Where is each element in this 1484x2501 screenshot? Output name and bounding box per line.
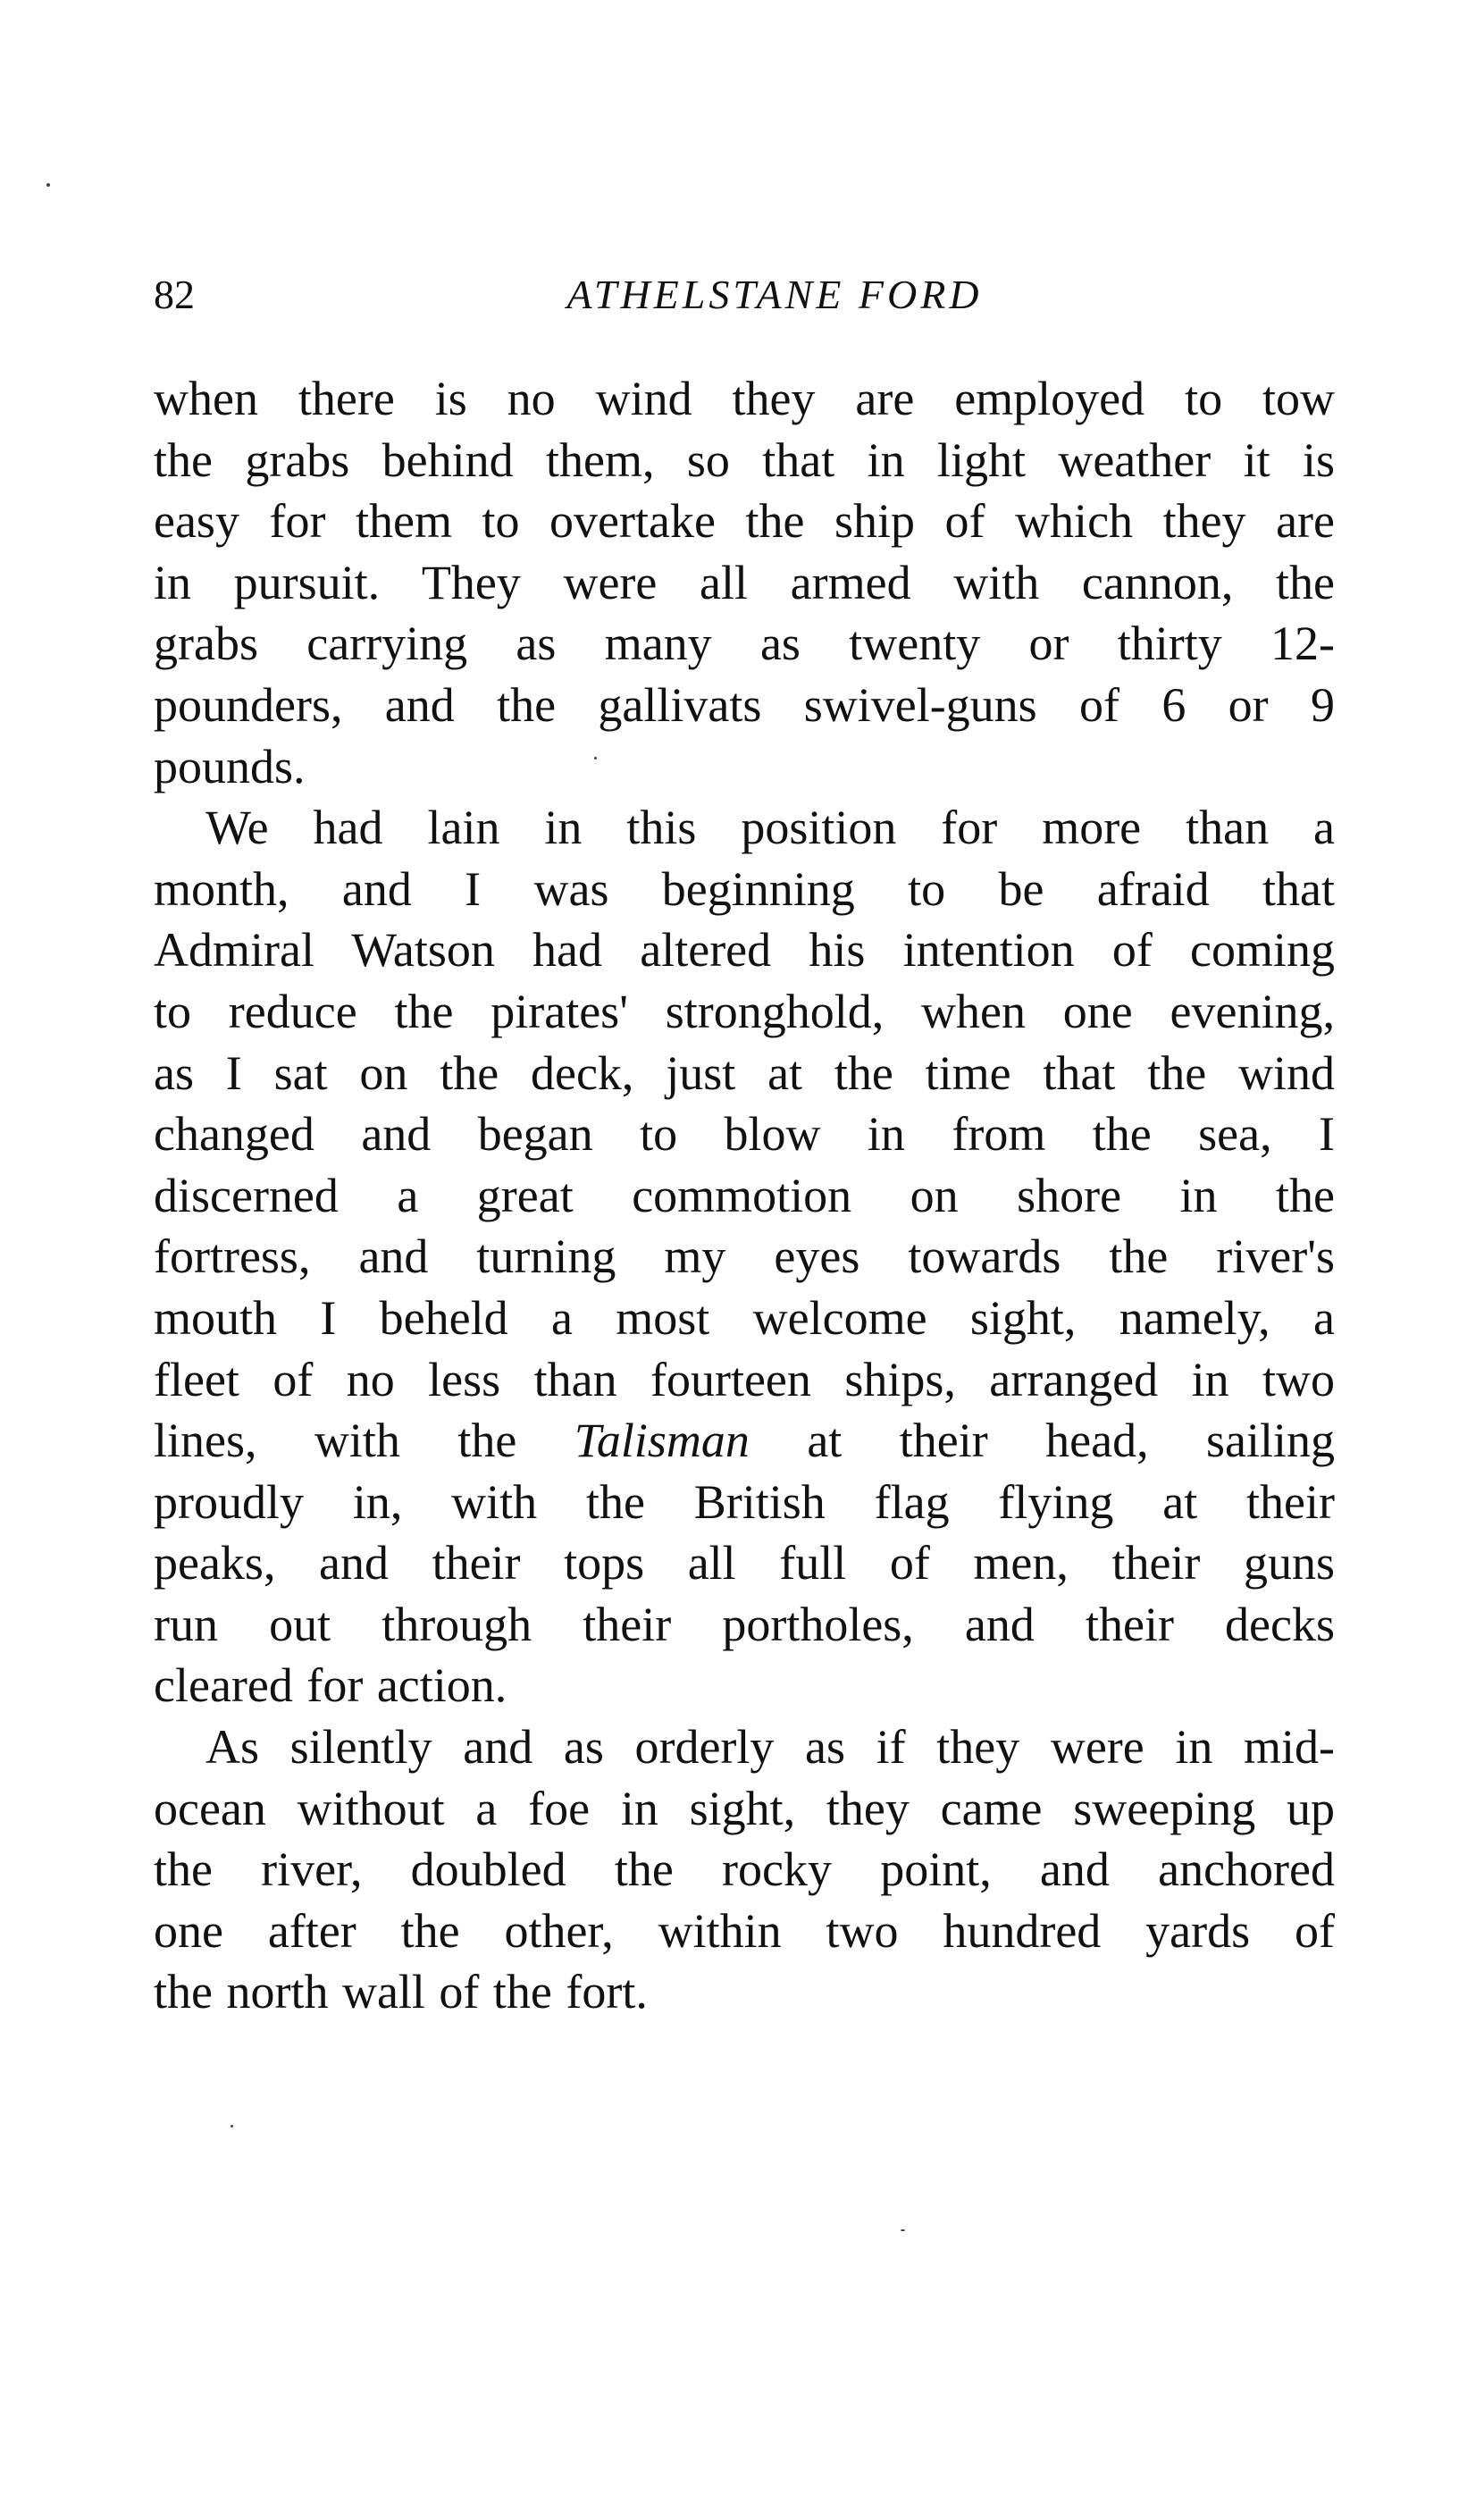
text-line: We had lain in this position for more than a (205, 801, 1335, 855)
ship-name: Talisman (574, 1414, 750, 1468)
text-fragment: at their head, sailing (807, 1414, 1336, 1468)
paragraph-3 (154, 1716, 1335, 2023)
scan-speck (901, 2229, 905, 2231)
text-line: one after the other, within two hundred yards of (154, 1903, 1335, 1958)
text-line: discerned a great commotion on shore in the (154, 1168, 1335, 1222)
text-line-with-ship-name (154, 1410, 1335, 1472)
text-line: mouth I beheld a most welcome sight, namely, a (154, 1290, 1335, 1345)
scan-speck (231, 2125, 233, 2128)
page-number: 82 (154, 272, 195, 317)
text-line: when there is no wind they are employed to tow (154, 372, 1335, 425)
text-line: pounds. (154, 739, 306, 793)
text-line: the north wall of the fort. (154, 1965, 648, 2019)
text-line: easy for them to overtake the ship of which they are (154, 494, 1335, 549)
running-head (154, 268, 1333, 340)
paragraph-2 (154, 797, 1335, 1716)
text-line: peaks, and their tops all full of men, their guns (154, 1536, 1335, 1590)
text-line: cleared for action. (154, 1658, 507, 1713)
text-line: Admiral Watson had altered his intention of coming (154, 923, 1335, 978)
body-text (154, 368, 1335, 2023)
text-line: changed and began to blow in from the sea, I (154, 1107, 1335, 1162)
text-line: proudly in, with the British flag flying at their (154, 1474, 1335, 1529)
text-line: to reduce the pirates' stronghold, when one evening, (154, 984, 1335, 1038)
text-line: As silently and as orderly as if they were in mid- (205, 1720, 1335, 1775)
running-title: ATHELSTANE FORD (566, 272, 983, 317)
text-line: as I sat on the deck, just at the time that the wind (154, 1045, 1335, 1100)
text-line: the grabs behind them, so that in light weather it is (154, 432, 1335, 487)
scan-speck (594, 757, 597, 760)
text-line: run out through their portholes, and their decks (154, 1597, 1335, 1651)
scan-speck (46, 183, 50, 187)
paragraph-1 (154, 368, 1335, 797)
text-line: grabs carrying as many as twenty or thirty 12- (154, 617, 1335, 671)
text-line: ocean without a foe in sight, they came sweeping up (154, 1781, 1335, 1835)
text-line: in pursuit. They were all armed with cannon, the (154, 555, 1335, 609)
text-fragment: lines, with the (154, 1414, 517, 1468)
text-line: month, and I was beginning to be afraid that (154, 861, 1335, 916)
text-line: fleet of no less than fourteen ships, arranged in two (154, 1352, 1335, 1406)
text-line: the river, doubled the rocky point, and anchored (154, 1842, 1335, 1897)
text-line: pounders, and the gallivats swivel-guns of 6 or 9 (154, 677, 1335, 732)
text-line: fortress, and turning my eyes towards the river's (154, 1230, 1335, 1284)
